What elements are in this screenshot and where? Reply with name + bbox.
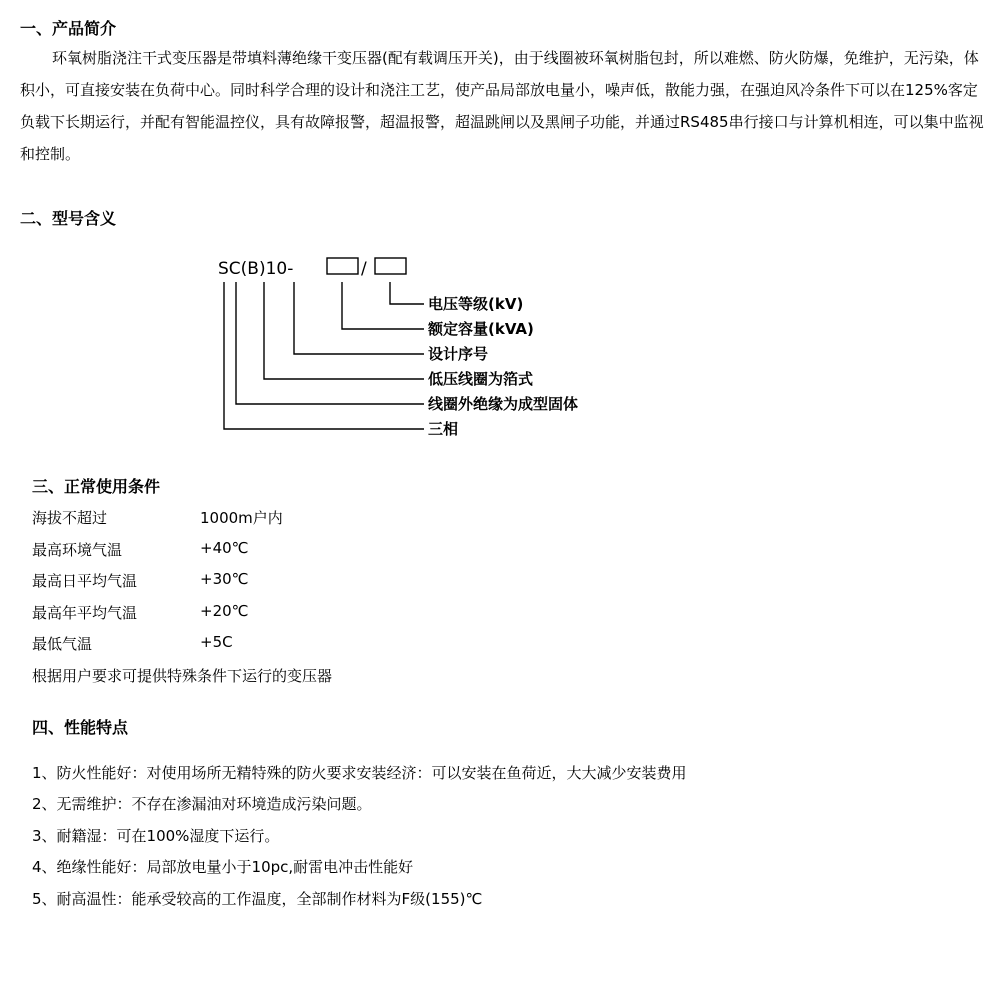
- section-1-heading: 一、产品简介: [20, 19, 117, 38]
- section-3-heading: 三、正常使用条件: [32, 477, 161, 496]
- label-foil-winding: 低压线圈为箔式: [428, 370, 534, 388]
- condition-value: +40℃: [200, 539, 249, 557]
- section-2-heading: 二、型号含义: [20, 209, 117, 228]
- condition-value: +5C: [200, 633, 233, 651]
- feature-item-heat-resistance: 5、耐高温性：能承受较高的工作温度，全部制作材料为F级(155)℃: [32, 890, 483, 908]
- connector-voltage: [390, 282, 424, 304]
- condition-value: +20℃: [200, 602, 249, 620]
- feature-item-humidity: 3、耐籍湿：可在100%湿度下运行。: [32, 827, 280, 845]
- model-slash: /: [361, 259, 367, 279]
- label-solid-insulation: 线圈外绝缘为成型固体: [428, 395, 579, 413]
- feature-item-maintenance-free: 2、无需维护：不存在渗漏油对环境造成污染问题。: [32, 795, 372, 813]
- capacity-box: [327, 258, 358, 274]
- connector-lines: [224, 282, 424, 429]
- condition-value: 1000m户内: [200, 509, 283, 527]
- condition-label: 最低气温: [32, 635, 93, 653]
- condition-label: 最高日平均气温: [32, 572, 138, 590]
- condition-label: 海拔不超过: [32, 509, 108, 527]
- label-rated-capacity: 额定容量(kVA): [428, 320, 534, 338]
- connector-design: [294, 282, 424, 354]
- model-code: SC(B)10-: [218, 259, 294, 279]
- condition-value: +30℃: [200, 570, 249, 588]
- condition-label: 最高环境气温: [32, 541, 123, 559]
- feature-item-fireproof: 1、防火性能好：对使用场所无精特殊的防火要求安装经济：可以安装在鱼荷近，大大减少安装费用: [32, 764, 687, 782]
- feature-item-insulation: 4、绝缘性能好：局部放电量小于10pc,耐雷电冲击性能好: [32, 858, 414, 876]
- voltage-box: [375, 258, 406, 274]
- connector-foil: [264, 282, 424, 379]
- label-three-phase: 三相: [428, 420, 459, 438]
- label-voltage-class: 电压等级(kV): [428, 295, 524, 313]
- label-design-number: 设计序号: [428, 345, 489, 363]
- condition-note: 根据用户要求可提供特殊条件下运行的变压器: [32, 667, 333, 685]
- product-intro-paragraph: 环氧树脂浇注干式变压器是带填料薄绝缘干变压器(配有载调压开关)，由于线圈被环氧树脂包封，所以难燃、防火防爆，免维护，无污染，体积小，可直接安装在负荷中心。同时科学合理的设计和浇注工艺，使产品局部放电量小，噪声低，散能力强，在强迫风冷条件下可以在125%客定负载下长期运行，并配有智能温控仪，具有故障报警，超温报警，超温跳闸以及黑闸子功能，并通过RS485串行接口与计算机相连，可以集中监视和控制。: [20, 49, 984, 163]
- condition-label: 最高年平均气温: [32, 604, 138, 622]
- section-4-heading: 四、性能特点: [32, 718, 129, 737]
- connector-capacity: [342, 282, 424, 329]
